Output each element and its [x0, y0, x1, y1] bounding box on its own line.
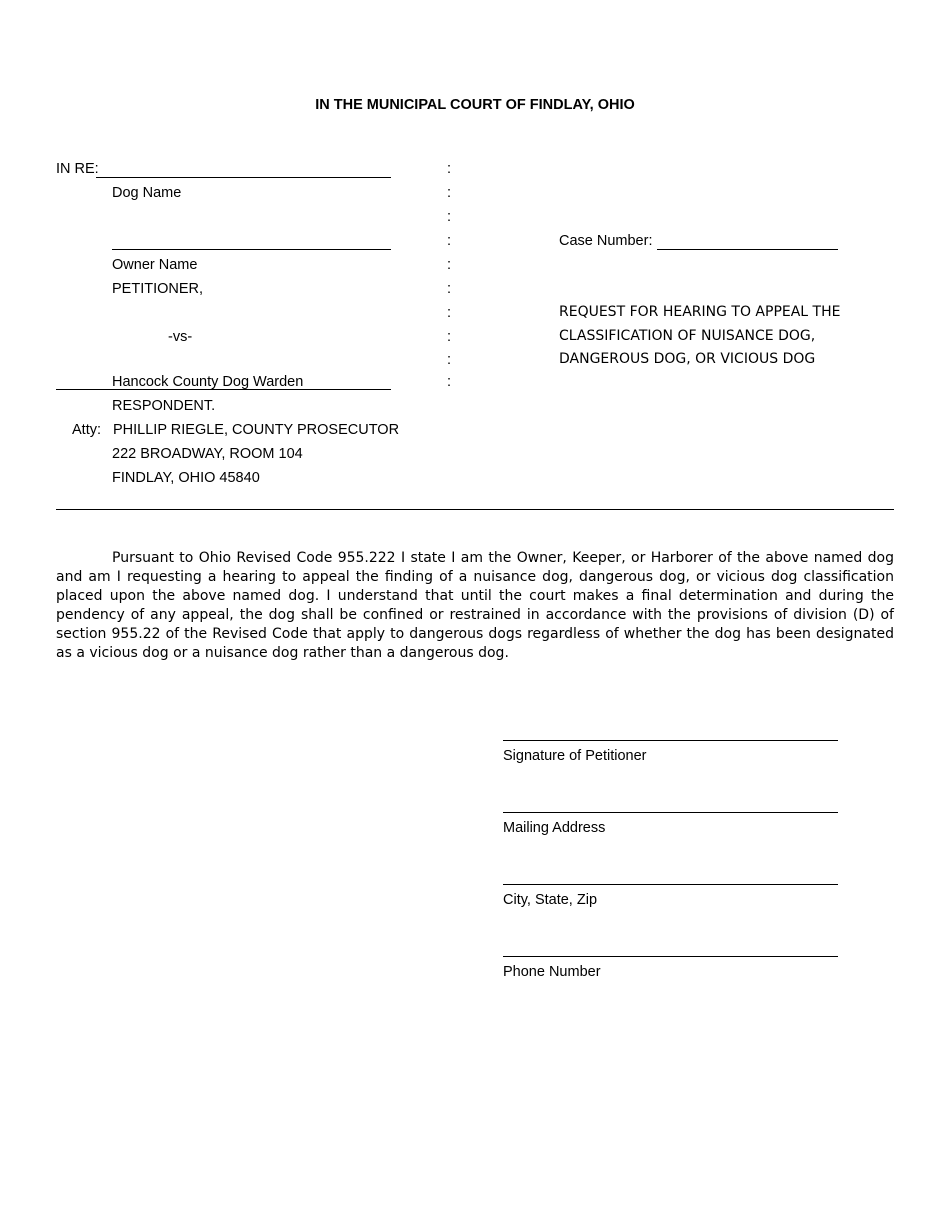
- caption-colon: :: [447, 281, 452, 297]
- signature-line[interactable]: [503, 740, 838, 741]
- caption-colon: :: [447, 209, 452, 225]
- signature-label: Signature of Petitioner: [503, 748, 647, 764]
- phone-number-label: Phone Number: [503, 964, 601, 980]
- request-title-line: REQUEST FOR HEARING TO APPEAL THE: [559, 304, 841, 320]
- owner-name-label: Owner Name: [112, 257, 198, 273]
- respondent-label: RESPONDENT.: [112, 398, 216, 414]
- statement-paragraph: Pursuant to Ohio Revised Code 955.222 I state I am the Owner, Keeper, or Harborer of the above named dog and am I requesting a hearing to appeal the finding of a nuisance dog, dangerous dog, or vicious dog classification placed upon the above named dog. I understand that until the court makes a final determination and during the pendency of any appeal, the dog shall be confined or restrained in accordance with the provisions of division (D) of section 955.22 of the Revised Code that apply to dangerous dogs regardless of whether the dog has been designated as a vicious dog or a nuisance dog rather than a dangerous dog.: [56, 550, 894, 661]
- caption-colon: :: [447, 185, 452, 201]
- section-divider: [56, 509, 894, 510]
- caption-colon: :: [447, 233, 452, 249]
- in-re-label: IN RE:: [56, 161, 99, 177]
- versus-label: -vs-: [168, 329, 193, 345]
- caption-colon: :: [447, 161, 452, 177]
- caption-colon: :: [447, 329, 452, 345]
- mailing-address-label: Mailing Address: [503, 820, 606, 836]
- page-title: IN THE MUNICIPAL COURT OF FINDLAY, OHIO: [315, 97, 635, 113]
- caption-colon: :: [447, 352, 452, 368]
- dog-name-label: Dog Name: [112, 185, 182, 201]
- atty-name: PHILLIP RIEGLE, COUNTY PROSECUTOR: [113, 422, 400, 438]
- case-number-field-line[interactable]: [657, 249, 838, 250]
- owner-name-field-line[interactable]: [112, 249, 391, 250]
- caption-colon: :: [447, 257, 452, 273]
- respondent-underline: [56, 389, 391, 390]
- mailing-address-line[interactable]: [503, 812, 838, 813]
- petitioner-label: PETITIONER,: [112, 281, 204, 297]
- atty-label: Atty:: [72, 422, 102, 438]
- atty-address-line2: FINDLAY, OHIO 45840: [112, 470, 260, 486]
- city-state-zip-line[interactable]: [503, 884, 838, 885]
- request-title-line: DANGEROUS DOG, OR VICIOUS DOG: [559, 351, 816, 367]
- phone-number-line[interactable]: [503, 956, 838, 957]
- city-state-zip-label: City, State, Zip: [503, 892, 598, 908]
- case-number-label: Case Number:: [559, 233, 653, 249]
- caption-colon: :: [447, 374, 452, 390]
- atty-address-line1: 222 BROADWAY, ROOM 104: [112, 446, 303, 462]
- respondent-name: Hancock County Dog Warden: [112, 374, 304, 390]
- request-title-line: CLASSIFICATION OF NUISANCE DOG,: [559, 328, 816, 344]
- dog-name-field-line[interactable]: [96, 177, 391, 178]
- caption-colon: :: [447, 305, 452, 321]
